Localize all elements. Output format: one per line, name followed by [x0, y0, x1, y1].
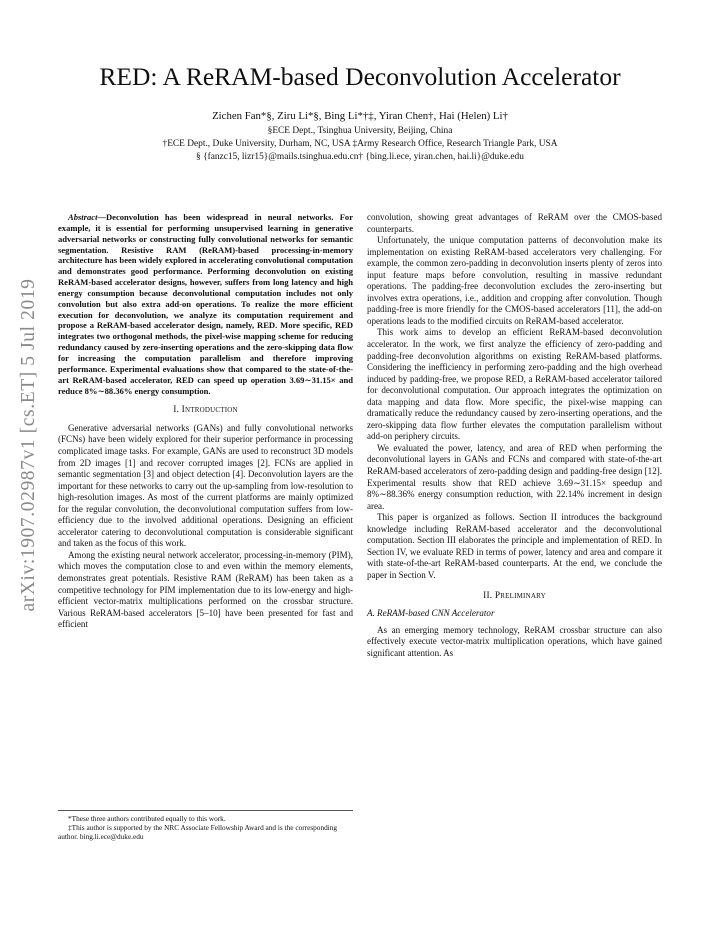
subsection-heading-reram-cnn: A. ReRAM-based CNN Accelerator — [367, 608, 495, 619]
paragraph-evaluation: We evaluated the power, latency, and area of RED when performing the deconvolutional layers in GANs and FCNs and compared with state-of-the-art ReRAM-based accelerators of zero-padding design and padding-free design [12]. Experimental results show that RED achieve 3.69∼31.15× speedup and 8%∼88.36% energy consumption reduction, with 22.14% increment in design area. — [367, 442, 662, 511]
section-heading-introduction: I. Introduction — [173, 405, 238, 416]
affiliation-duke-aro: †ECE Dept., Duke University, Durham, NC, USA ‡Army Research Office, Research Triangle Park, USA — [162, 139, 558, 149]
footnote-corresponding-author: ‡This author is supported by the NRC Associate Fellowship Award and is the corresponding author. bing.li.ece@duke.edu — [58, 823, 338, 842]
paragraph-contribution: This work aims to develop an efficient ReRAM-based deconvolution accelerator. In the work, we first analyze the efficiency of zero-padding and padding-free deconvolution algorithms on existing ReRAM-based platforms. Considering the inefficiency in performing zero-padding and the high overhead induced by padding-free, we propose RED, a ReRAM-based accelerator tailored for deconvolutional computation. Our approach integrates the optimization on data mapping and data flow. More specific, the pixel-wise mapping can dramatically reduce the redundancy caused by zero-inserting operations, and the zero-skipping data flow further elevates the computation parallelism without add-on periphery circuits. — [367, 327, 662, 442]
paragraph-reram-crossbar: As an emerging memory technology, ReRAM crossbar structure can also effectively execute vector-matrix multiplication operations, which have gained significant attention. As — [367, 624, 662, 658]
paragraph-continuation: convolution, showing great advantages of ReRAM over the CMOS-based counterparts. — [367, 212, 662, 234]
intro-paragraph-1: Generative adversarial networks (GANs) and fully convolutional networks (FCNs) have been widely explored for their superior performance in processing complicated image tasks. For example, GANs are used to reconstruct 3D models from 2D images [1] and recover corrupted images [2]. FCNs are applied in semantic segmentation [3] and object detection [4]. Deconvolution layers are the important for these networks to carry out the up-sampling from low-resolution to high-resolution images. As most of the current platforms are mainly optimized for the regular convolution, the deconvolutional computation suffers from low-efficiency due to the involved additional operations. Designing an efficient accelerator catering to deconvolutional computation is considerable significant and taken as the focus of this work. — [58, 422, 353, 549]
affiliation-tsinghua: §ECE Dept., Tsinghua University, Beijing, China — [267, 126, 453, 136]
abstract — [58, 212, 353, 396]
arxiv-id: arXiv:1907.02987v1 [cs.ET] 5 Jul 2019 — [18, 278, 39, 612]
author-emails: § {fanzc15, lizr15}@mails.tsinghua.edu.cn† {bing.li.ece, yiran.chen, hai.li}@duke.edu — [196, 152, 524, 162]
author-list: Zichen Fan*§, Ziru Li*§, Bing Li*†‡, Yiran Chen†, Hai (Helen) Li† — [212, 110, 508, 122]
arxiv-stamp — [14, 235, 44, 655]
paper-title: RED: A ReRAM-based Deconvolution Accelerator — [99, 62, 621, 91]
intro-paragraph-2: Among the existing neural network accelerator, processing-in-memory (PIM), which moves the computation close to and even within the memory elements, demonstrates great potentials. Resistive RAM (ReRAM) has been taken as a competitive technology for PIM implementation due to its low-energy and high-efficient vector-matrix multiplications performed on the crossbar structure. Various ReRAM-based accelerators [5–10] have been presented for fast and efficient — [58, 549, 353, 630]
paragraph-challenges: Unfortunately, the unique computation patterns of deconvolution make its implementation on existing ReRAM-based accelerators very challenging. For example, the common zero-padding in deconvolution inserts plenty of zeros into input feature maps before convolution, resulting in massive redundant operations. The padding-free deconvolution excludes the zero-inserting but involves extra operations, i.e., addition and cropping after convolution. Though padding-free is more friendly for the CMOS-based accelerators [11], the add-on operations leads to the modified circuits on ReRAM-based accelerator. — [367, 235, 662, 326]
paragraph-organization: This paper is organized as follows. Section II introduces the background knowledge including ReRAM-based accelerator and the deconvolutional computation. Section III elaborates the principle and implementation of RED. In Section IV, we evaluate RED in terms of power, latency and area and compare it with state-of-the-art ReRAM-based counterparts. At the end, we conclude the paper in Section V. — [367, 512, 662, 580]
footnotes — [58, 810, 353, 842]
abstract-text: —Deconvolution has been widespread in neural networks. For example, it is essential for performing unsupervised learning in generative adversarial networks or constructing fully convolutional networks for semantic segmentation. Resistive RAM (ReRAM)-based processing-in-memory architecture has been widely explored in accelerating convolutional computation and demonstrates good performance. Performing deconvolution on existing ReRAM-based accelerator designs, however, suffers from long latency and high energy consumption because deconvolutional computation includes not only convolution but also extra add-on operations. To realize the more efficient execution for deconvolution, we analyze its computation requirement and propose a ReRAM-based accelerator design, namely, RED. More specific, RED integrates two orthogonal methods, the pixel-wise mapping scheme for reducing redundancy caused by zero-inserting operations and the zero-skipping data flow for increasing the computation parallelism and therefore improving performance. Experimental evaluations show that compared to the state-of-the-art ReRAM-based accelerator, RED can speed up operation 3.69∼31.15× and reduce 8%∼88.36% energy consumption. — [58, 212, 353, 396]
right-column — [367, 212, 662, 659]
left-column — [58, 212, 353, 631]
abstract-label: Abstract — [68, 212, 98, 222]
section-heading-preliminary: II. Preliminary — [483, 590, 546, 601]
footnote-equal-contribution: *These three authors contributed equally to this work. — [68, 814, 226, 823]
